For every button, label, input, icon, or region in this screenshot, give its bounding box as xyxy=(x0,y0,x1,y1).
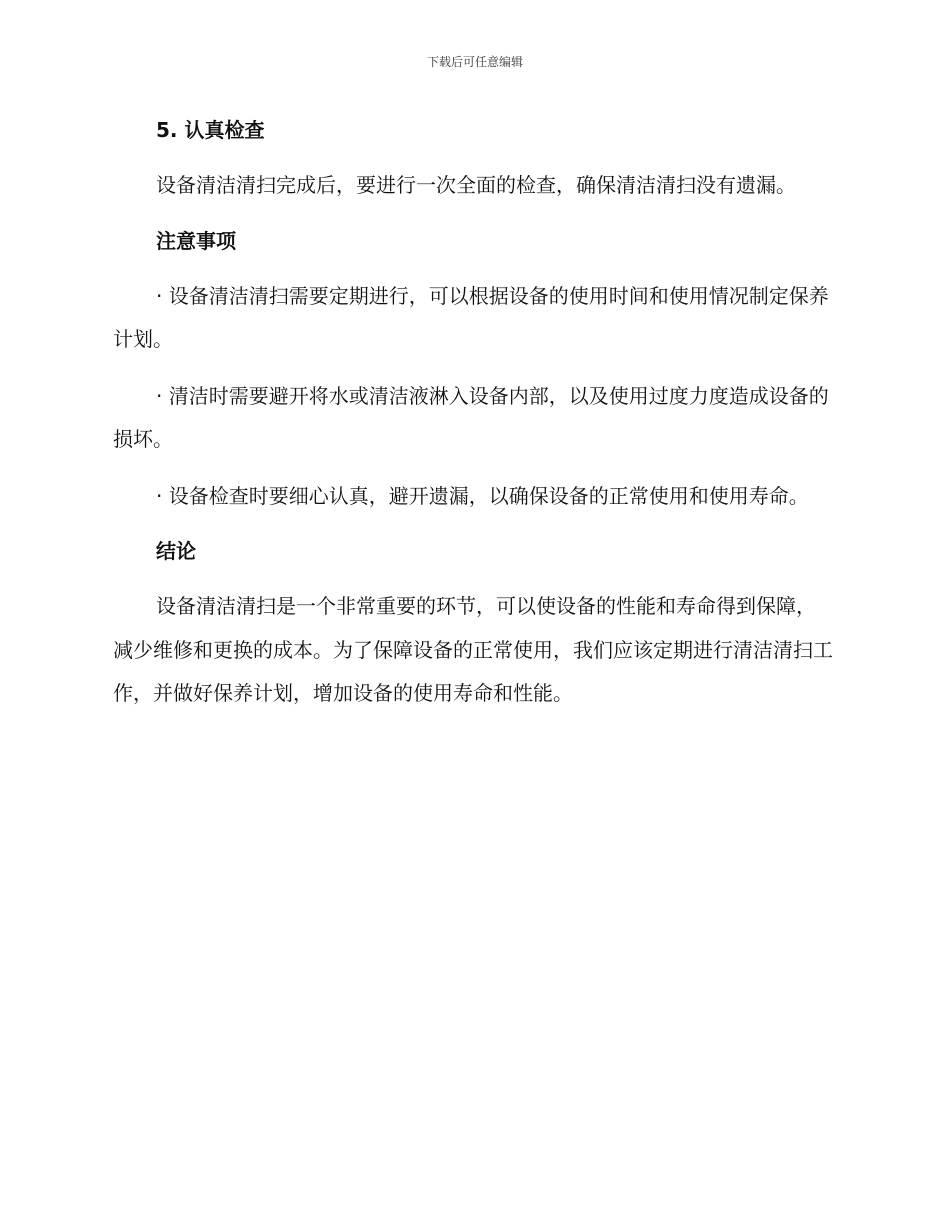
paragraph-check: 设备清洁清扫完成后，要进行一次全面的检查，确保清洁清扫没有遗漏。 xyxy=(156,173,796,197)
page-header: 下载后可任意编辑 xyxy=(426,55,523,69)
document-body xyxy=(113,110,833,716)
section-heading-notes: 注意事项 xyxy=(156,228,236,253)
section-heading-conclusion: 结论 xyxy=(156,539,196,563)
bullet-note-inspection: · 设备检查时要细心认真，避开遗漏，以确保设备的正常使用和使用寿命。 xyxy=(156,483,809,508)
paragraph-conclusion: 设备清洁清扫是一个非常重要的环节，可以使设备的性能和寿命得到保障，减少维修和更换的成本。为了保障设备的正常使用，我们应该定期进行清洁清扫工作，并做好保养计划，增加设备的使用寿命和性能。 xyxy=(113,594,833,705)
bullet-note-schedule: · 设备清洁清扫需要定期进行，可以根据设备的使用时间和使用情况制定保养计划。 xyxy=(113,283,829,351)
bullet-note-water: · 清洁时需要避开将水或清洁液淋入设备内部，以及使用过度力度造成设备的损坏。 xyxy=(113,383,829,451)
section-heading-check: 5. 认真检查 xyxy=(156,118,265,142)
